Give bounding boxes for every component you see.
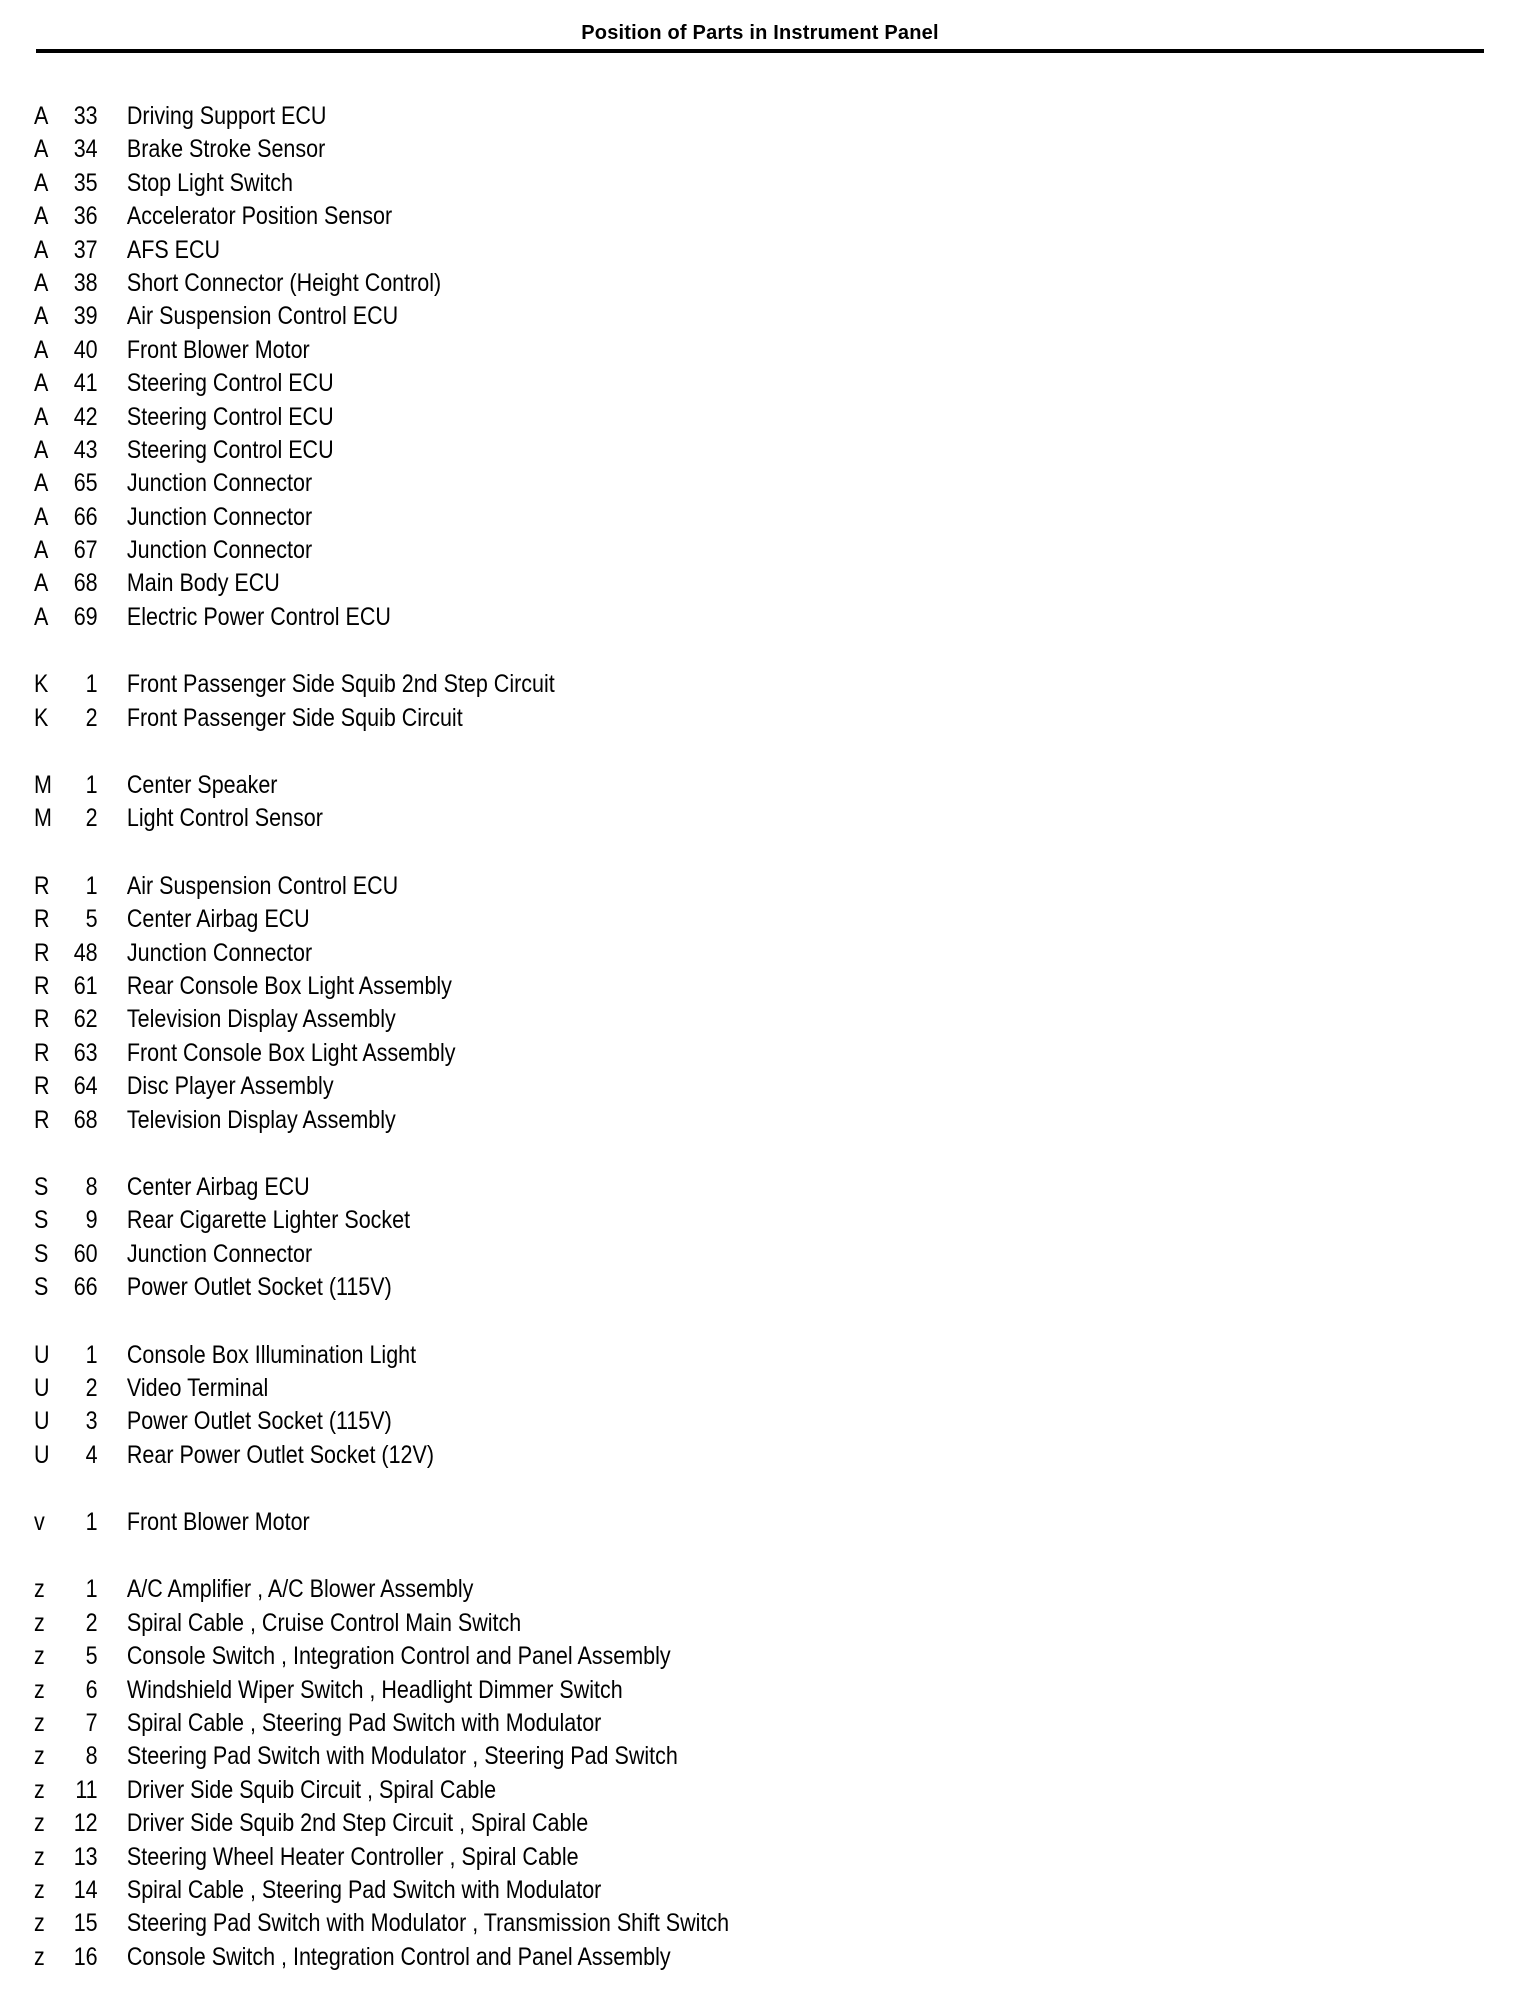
part-name: Console Switch , Integration Control and Panel Assembly [126,1642,671,1671]
connector-letter: A [34,569,49,598]
connector-number: 5 [85,1642,98,1671]
part-row [34,937,1272,970]
connector-number: 63 [73,1038,98,1067]
part-row [34,167,1272,200]
connector-number: 13 [73,1842,98,1871]
connector-number: 16 [73,1942,98,1971]
page-title: Position of Parts in Instrument Panel [581,22,939,44]
connector-number: 14 [73,1875,98,1904]
connector-letter: A [34,536,49,565]
part-name: Driver Side Squib 2nd Step Circuit , Spiral Cable [126,1809,589,1838]
part-name: Rear Power Outlet Socket (12V) [126,1440,434,1469]
connector-letter: z [34,1842,45,1871]
connector-letter: R [34,1038,50,1067]
part-name: Television Display Assembly [126,1105,396,1134]
connector-number: 4 [85,1440,98,1469]
part-row [34,1439,1272,1472]
part-row [34,1807,1272,1840]
connector-letter: R [34,905,50,934]
part-name: Spiral Cable , Cruise Control Main Switch [126,1608,522,1637]
connector-letter: z [34,1742,45,1771]
part-name: Steering Pad Switch with Modulator , Transmission Shift Switch [126,1909,730,1938]
part-name: Steering Control ECU [126,369,334,398]
connector-number: 1 [85,670,98,699]
part-row [34,567,1272,600]
connector-letter: S [34,1239,49,1268]
connector-number: 66 [73,1273,98,1302]
connector-letter: K [34,670,49,699]
connector-letter: z [34,1608,45,1637]
connector-number: 66 [73,502,98,531]
connector-number: 39 [73,302,98,331]
connector-number: 33 [73,102,98,130]
part-name: Spiral Cable , Steering Pad Switch with Modulator [126,1709,602,1738]
part-row [34,1573,1272,1606]
part-name: Front Passenger Side Squib 2nd Step Circuit [126,670,555,699]
part-row [34,234,1272,267]
part-row [34,668,1272,701]
part-name: A/C Amplifier , A/C Blower Assembly [126,1575,474,1604]
connector-letter: v [34,1508,45,1537]
connector-number: 69 [73,602,98,631]
connector-letter: R [34,938,50,967]
connector-letter: R [34,871,50,900]
connector-number: 68 [73,569,98,598]
part-name: Accelerator Position Sensor [126,202,393,231]
connector-letter: U [34,1340,50,1369]
connector-letter: A [34,102,49,130]
part-name: Front Blower Motor [126,1508,310,1537]
part-name: Driving Support ECU [126,102,327,130]
part-row [34,1339,1272,1372]
connector-number: 1 [85,1575,98,1604]
part-row [34,1238,1272,1271]
part-row [34,1271,1272,1304]
part-name: Stop Light Switch [126,168,294,197]
part-name: Air Suspension Control ECU [126,871,399,900]
part-name: Television Display Assembly [126,1005,396,1034]
part-name: Steering Pad Switch with Modulator , Steering Pad Switch [126,1742,678,1771]
parts-group [34,1573,1474,1974]
part-row [34,1204,1272,1237]
part-name: Junction Connector [126,502,313,531]
part-row [34,133,1272,166]
connector-letter: U [34,1407,50,1436]
connector-number: 1 [85,771,98,800]
part-name: Front Blower Motor [126,335,310,364]
part-row [34,1506,1272,1539]
connector-number: 1 [85,1508,98,1537]
connector-number: 64 [73,1072,98,1101]
connector-letter: A [34,602,49,631]
part-row [34,769,1272,802]
part-name: Console Switch , Integration Control and Panel Assembly [126,1942,671,1971]
part-name: Front Passenger Side Squib Circuit [126,703,463,732]
part-name: Spiral Cable , Steering Pad Switch with Modulator [126,1875,602,1904]
part-name: AFS ECU [126,235,221,264]
part-name: Rear Console Box Light Assembly [126,971,452,1000]
connector-letter: z [34,1775,45,1804]
connector-letter: z [34,1809,45,1838]
part-name: Steering Wheel Heater Controller , Spiral Cable [126,1842,579,1871]
connector-letter: z [34,1575,45,1604]
part-name: Light Control Sensor [126,804,323,833]
part-row [34,1707,1272,1740]
part-row [34,300,1272,333]
part-name: Center Speaker [126,771,278,800]
parts-group [34,1171,1474,1305]
part-row [34,1003,1272,1036]
connector-letter: U [34,1440,50,1469]
part-name: Front Console Box Light Assembly [126,1038,456,1067]
part-name: Brake Stroke Sensor [126,135,326,164]
part-row [34,903,1272,936]
part-name: Center Airbag ECU [126,905,310,934]
connector-number: 15 [73,1909,98,1938]
connector-letter: R [34,971,50,1000]
connector-letter: A [34,335,49,364]
connector-number: 35 [73,168,98,197]
connector-letter: A [34,502,49,531]
part-name: Air Suspension Control ECU [126,302,399,331]
connector-letter: z [34,1642,45,1671]
title-divider [36,49,1484,53]
connector-number: 6 [85,1675,98,1704]
connector-letter: A [34,402,49,431]
parts-group [34,100,1474,634]
part-row [34,1740,1272,1773]
part-row [34,434,1272,467]
connector-number: 3 [85,1407,98,1436]
part-row [34,1171,1272,1204]
part-row [34,200,1272,233]
part-row [34,802,1272,835]
part-row [34,1372,1272,1405]
part-name: Junction Connector [126,469,313,498]
parts-group [34,870,1474,1137]
connector-number: 9 [85,1206,98,1235]
part-row [34,1674,1272,1707]
parts-group [34,668,1474,735]
part-row [34,601,1272,634]
connector-number: 65 [73,469,98,498]
connector-number: 62 [73,1005,98,1034]
connector-letter: M [34,771,52,800]
connector-number: 7 [85,1709,98,1738]
connector-number: 2 [85,804,98,833]
connector-number: 42 [73,402,98,431]
connector-number: 1 [85,1340,98,1369]
part-row [34,1774,1272,1807]
connector-letter: z [34,1675,45,1704]
connector-number: 2 [85,703,98,732]
part-name: Disc Player Assembly [126,1072,334,1101]
connector-letter: z [34,1942,45,1971]
connector-letter: S [34,1273,49,1302]
part-row [34,334,1272,367]
connector-letter: A [34,268,49,297]
connector-number: 36 [73,202,98,231]
connector-number: 61 [73,971,98,1000]
connector-number: 60 [73,1239,98,1268]
connector-number: 67 [73,536,98,565]
part-row [34,1104,1272,1137]
part-row [34,1607,1272,1640]
part-row [34,702,1272,735]
connector-number: 38 [73,268,98,297]
part-name: Center Airbag ECU [126,1172,310,1201]
connector-letter: z [34,1909,45,1938]
part-name: Power Outlet Socket (115V) [126,1273,392,1302]
part-name: Electric Power Control ECU [126,602,391,631]
connector-number: 2 [85,1373,98,1402]
part-name: Junction Connector [126,536,313,565]
part-row [34,1941,1272,1974]
part-name: Video Terminal [126,1373,269,1402]
parts-list [34,100,1474,2008]
connector-letter: A [34,202,49,231]
connector-number: 12 [73,1809,98,1838]
connector-number: 40 [73,335,98,364]
part-name: Console Box Illumination Light [126,1340,417,1369]
connector-number: 48 [73,938,98,967]
part-row [34,401,1272,434]
connector-number: 34 [73,135,98,164]
part-name: Junction Connector [126,938,313,967]
connector-letter: A [34,135,49,164]
part-row [34,100,1272,133]
connector-number: 68 [73,1105,98,1134]
connector-letter: z [34,1875,45,1904]
connector-letter: A [34,469,49,498]
part-name: Windshield Wiper Switch , Headlight Dimmer Switch [126,1675,623,1704]
connector-letter: z [34,1709,45,1738]
connector-number: 37 [73,235,98,264]
part-name: Junction Connector [126,1239,313,1268]
part-row [34,870,1272,903]
part-row [34,1640,1272,1673]
connector-number: 41 [73,369,98,398]
part-name: Main Body ECU [126,569,280,598]
part-row [34,1070,1272,1103]
parts-group [34,1339,1474,1473]
part-row [34,970,1272,1003]
part-row [34,501,1272,534]
connector-letter: A [34,435,49,464]
parts-group [34,1506,1474,1539]
connector-letter: S [34,1206,49,1235]
connector-letter: R [34,1105,50,1134]
part-row [34,1874,1272,1907]
connector-letter: U [34,1373,50,1402]
part-row [34,367,1272,400]
part-row [34,1907,1272,1940]
connector-number: 5 [85,905,98,934]
part-row [34,467,1272,500]
connector-letter: A [34,168,49,197]
part-name: Power Outlet Socket (115V) [126,1407,392,1436]
part-name: Short Connector (Height Control) [126,268,442,297]
connector-number: 11 [75,1775,98,1804]
connector-letter: A [34,235,49,264]
connector-letter: A [34,302,49,331]
connector-number: 2 [85,1608,98,1637]
part-row [34,534,1272,567]
part-name: Steering Control ECU [126,402,334,431]
connector-letter: S [34,1172,49,1201]
part-name: Rear Cigarette Lighter Socket [126,1206,411,1235]
connector-number: 8 [85,1742,98,1771]
parts-group [34,769,1474,836]
connector-letter: A [34,369,49,398]
part-row [34,1405,1272,1438]
connector-letter: K [34,703,49,732]
part-row [34,1841,1272,1874]
connector-letter: M [34,804,52,833]
connector-number: 43 [73,435,98,464]
connector-number: 1 [85,871,98,900]
part-name: Steering Control ECU [126,435,334,464]
connector-letter: R [34,1072,50,1101]
part-name: Driver Side Squib Circuit , Spiral Cable [126,1775,497,1804]
connector-number: 8 [85,1172,98,1201]
connector-letter: R [34,1005,50,1034]
part-row [34,1037,1272,1070]
part-row [34,267,1272,300]
